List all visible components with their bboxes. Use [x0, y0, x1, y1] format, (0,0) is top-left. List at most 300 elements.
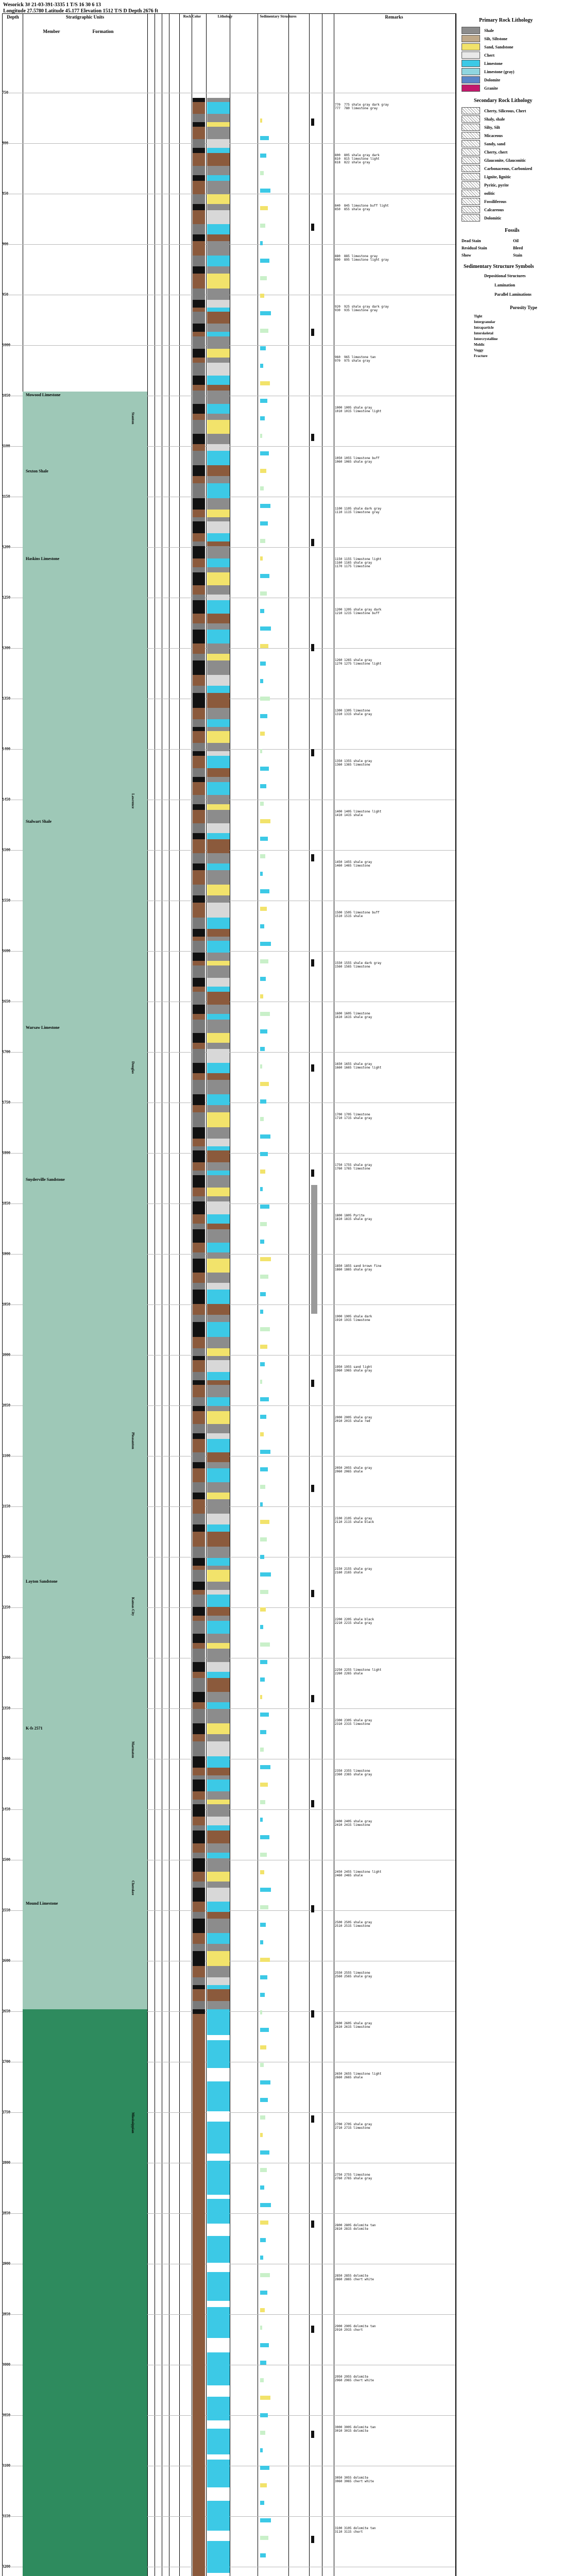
- lithology-interval: [207, 2307, 230, 2321]
- show-indicator: [260, 2518, 271, 2522]
- lithology-interval: [207, 1951, 230, 1966]
- show-indicator: [260, 2063, 264, 2067]
- rock-color-interval: [193, 1621, 205, 1634]
- rock-color-interval: [193, 2014, 205, 2026]
- lithology-interval: [207, 782, 230, 795]
- lithology-interval: [207, 1912, 230, 1919]
- rock-color-interval: [193, 2035, 205, 2040]
- rock-color-interval: [193, 623, 205, 630]
- legend-primary-item: [462, 84, 498, 92]
- lithology-interval: [207, 1756, 230, 1768]
- lithology-interval: [207, 148, 230, 153]
- rock-color-interval: [193, 2429, 205, 2433]
- porosity-indicator: [311, 959, 314, 967]
- rock-color-interval: [193, 2338, 205, 2352]
- depth-tick-label: 1750: [2, 1100, 10, 1105]
- remark-entry: 1600 1605 limestone 1610 1615 shale gray: [335, 1012, 372, 1019]
- lithology-interval: [207, 675, 230, 686]
- remark-entry: 1800 1805 Pyrite 1810 1815 shale gray: [335, 1214, 372, 1221]
- rock-color-interval: [193, 385, 205, 391]
- rock-color-interval: [193, 1229, 205, 1243]
- show-indicator: [260, 1800, 265, 1804]
- legend-swatch: [462, 52, 480, 59]
- lithology-interval: [207, 2482, 230, 2487]
- show-indicator: [260, 977, 266, 981]
- legend-porosity-item: Tight: [474, 314, 483, 318]
- rock-color-interval: [193, 719, 205, 727]
- lithology-interval: [207, 953, 230, 961]
- lithology-interval: [207, 1734, 230, 1741]
- lithology-interval: [207, 153, 230, 166]
- lithology-interval: [207, 719, 230, 727]
- lithology-interval: [207, 391, 230, 404]
- rock-color-interval: [193, 2272, 205, 2278]
- legend-label: Show: [462, 252, 471, 258]
- rock-color-interval: [193, 978, 205, 987]
- legend-label: Chert: [484, 53, 494, 58]
- depth-tick-label: 3100: [2, 2463, 10, 2468]
- lithology-interval: [207, 444, 230, 451]
- rock-color-interval: [193, 2187, 205, 2195]
- show-indicator: [260, 697, 270, 701]
- lithology-interval: [207, 1063, 230, 1073]
- lithology-interval: [207, 1094, 230, 1105]
- show-indicator: [260, 486, 264, 490]
- lithology-interval: [207, 517, 230, 521]
- col-sep: [288, 13, 289, 2576]
- depth-tick-label: 1200: [2, 545, 10, 549]
- show-indicator: [260, 1134, 270, 1139]
- depth-tick-label: 2250: [2, 1605, 10, 1609]
- lithology-interval: [207, 376, 230, 385]
- remark-entry: 2250 2255 limestone light 2260 2265 shale: [335, 1668, 382, 1675]
- lithology-interval: [207, 98, 230, 102]
- rock-color-interval: [193, 1582, 205, 1590]
- rock-color-interval: [193, 2460, 205, 2472]
- rock-color-interval: [193, 1005, 205, 1014]
- header-line-1: Wesorick 3# 21-03-391-3335 1 T/S 16 30 6 13: [3, 2, 101, 8]
- remark-entry: 2750 2755 limestone 2760 2765 shale gray: [335, 2173, 372, 2180]
- rock-color-interval: [193, 1214, 205, 1224]
- legend-secondary-item: [462, 181, 509, 189]
- rock-color-interval: [193, 863, 205, 870]
- rock-color-interval: [193, 1175, 205, 1188]
- show-indicator: [260, 889, 269, 893]
- lithology-interval: [207, 1322, 230, 1337]
- lithology-interval: [207, 1243, 230, 1252]
- lithology-interval: [207, 483, 230, 498]
- lithology-interval: [207, 2097, 230, 2111]
- remark-entry: 2550 2555 limestone 2560 2565 shale gray: [335, 1971, 372, 1978]
- legend-porosity-item: Intraparticle: [474, 325, 494, 330]
- rock-color-interval: [193, 98, 205, 102]
- lithology-interval: [207, 2472, 230, 2482]
- rock-color-interval: [193, 517, 205, 521]
- lithology-interval: [207, 336, 230, 349]
- show-indicator: [260, 1099, 266, 1104]
- lithology-interval: [207, 708, 230, 719]
- rock-color-interval: [193, 1558, 205, 1566]
- lithology-interval: [207, 941, 230, 953]
- show-indicator: [260, 994, 263, 998]
- rock-color-interval: [193, 2363, 205, 2370]
- lithology-interval: [207, 414, 230, 420]
- lithology-interval: [207, 1372, 230, 1380]
- legend-primary-title: Primary Rock Lithology: [479, 18, 533, 23]
- member-label: Mound Limestone: [26, 1901, 58, 1906]
- lithology-interval: [207, 2409, 230, 2420]
- remark-entry: 1700 1705 limestone 1710 1715 shale gray: [335, 1113, 372, 1120]
- legend-primary-item: [462, 52, 494, 59]
- show-indicator: [260, 609, 264, 613]
- rock-color-interval: [193, 266, 205, 274]
- lithology-interval: [207, 595, 230, 600]
- legend-swatch: [462, 76, 480, 83]
- legend-secondary-item: [462, 124, 500, 131]
- show-indicator: [260, 907, 267, 911]
- remark-entry: 2800 2805 dolomite tan 2810 2815 dolomite: [335, 2224, 376, 2231]
- lithology-interval: [207, 1590, 230, 1595]
- rock-color-interval: [193, 567, 205, 572]
- lithology-interval: [207, 2161, 230, 2176]
- rock-color-interval: [193, 1105, 205, 1112]
- rock-color-interval: [193, 2111, 205, 2122]
- depth-tick-label: 1600: [2, 948, 10, 953]
- lithology-interval: [207, 1662, 230, 1672]
- show-indicator: [260, 854, 265, 858]
- lithology-interval: [207, 2122, 230, 2128]
- lithology-interval: [207, 2053, 230, 2062]
- legend-fossil-item: [462, 237, 519, 244]
- lithology-interval: [207, 853, 230, 863]
- member-label: Mowood Limestone: [26, 393, 61, 397]
- legend-fossil-item: [462, 251, 522, 259]
- lithology-interval: [207, 1348, 230, 1356]
- lithology-interval: [207, 2278, 230, 2291]
- rock-color-interval: [193, 1616, 205, 1621]
- rock-color-interval: [193, 139, 205, 148]
- rock-color-interval: [193, 1532, 205, 1547]
- lithology-interval: [207, 1033, 230, 1043]
- rock-color-interval: [193, 1094, 205, 1105]
- lithology-interval: [207, 1020, 230, 1033]
- rock-color-interval: [193, 451, 205, 465]
- rock-color-interval: [193, 1433, 205, 1439]
- lithology-interval: [207, 358, 230, 363]
- lithology-interval: [207, 1252, 230, 1259]
- lithology-interval: [207, 1524, 230, 1532]
- lithology-interval: [207, 289, 230, 300]
- rock-color-interval: [193, 2128, 205, 2143]
- rock-color-interval: [193, 595, 205, 600]
- remark-entry: 2150 2155 shale gray 2160 2165 shale: [335, 1567, 372, 1574]
- remark-entry: 1550 1555 shale dark gray 1560 1565 limestone: [335, 961, 382, 969]
- rock-color-interval: [193, 1649, 205, 1662]
- rock-color-interval: [193, 1831, 205, 1843]
- lithology-interval: [207, 895, 230, 903]
- lithology-interval: [207, 630, 230, 643]
- lithology-interval: [207, 1337, 230, 1348]
- lithology-interval: [207, 2501, 230, 2511]
- show-indicator: [260, 1940, 263, 1944]
- rock-color-interval: [193, 1162, 205, 1171]
- lithology-interval: [207, 2573, 230, 2576]
- rock-color-interval: [193, 1452, 205, 1462]
- lithology-interval: [207, 1966, 230, 1977]
- lithology-interval: [207, 1672, 230, 1678]
- remark-entry: 2600 2605 shale gray 2610 2615 limestone: [335, 2022, 372, 2029]
- legend-pattern: [462, 157, 480, 164]
- rock-color-interval: [193, 2291, 205, 2301]
- legend-pattern: [462, 132, 480, 139]
- rock-color-interval: [193, 210, 205, 224]
- legend-pattern: [462, 107, 480, 114]
- depth-tick-label: 1150: [2, 494, 10, 499]
- lithology-interval: [207, 1259, 230, 1273]
- depth-tick-label: 2050: [2, 1403, 10, 1408]
- lithology-interval: [207, 937, 230, 941]
- show-indicator: [260, 959, 268, 963]
- rock-color-interval: [193, 166, 205, 175]
- show-indicator: [260, 1713, 269, 1717]
- header-line-2: Longitude 27.5780 Latitude 45.177 Elevation 1512 T/S D Depth 2676 ft: [3, 8, 158, 14]
- rock-color-interval: [193, 2511, 205, 2517]
- lithology-interval: [207, 1649, 230, 1662]
- rock-color-interval: [193, 444, 205, 451]
- porosity-indicator: [311, 644, 314, 651]
- lithology-interval: [207, 2068, 230, 2081]
- remark-entry: 2900 2905 dolomite tan 2910 2915 chert: [335, 2325, 376, 2332]
- depth-tick-label: 2150: [2, 1504, 10, 1509]
- lithology-interval: [207, 795, 230, 804]
- rock-color-interval: [193, 1360, 205, 1372]
- legend-porosity-title: Porosity Type: [510, 305, 537, 310]
- rock-color-interval: [193, 987, 205, 992]
- rock-color-interval: [193, 1033, 205, 1043]
- depth-tick-label: 2350: [2, 1706, 10, 1710]
- show-indicator: [260, 1695, 262, 1699]
- show-indicator: [260, 1572, 271, 1577]
- lithology-interval: [207, 1406, 230, 1411]
- rock-color-interval: [193, 1853, 205, 1858]
- depth-tick-label: 2800: [2, 2160, 10, 2165]
- lithology-interval: [207, 2460, 230, 2472]
- col-sep: [206, 13, 207, 2576]
- lithology-interval: [207, 122, 230, 127]
- lithology-interval: [207, 731, 230, 743]
- rock-color-interval: [193, 743, 205, 751]
- lithology-interval: [207, 521, 230, 533]
- porosity-indicator: [311, 1590, 314, 1597]
- legend-secondary-item: [462, 206, 504, 213]
- show-indicator: [260, 1555, 264, 1559]
- rock-color-interval: [193, 2307, 205, 2321]
- remark-entry: 1400 1405 limestone light 1410 1415 shale: [335, 810, 382, 817]
- lithology-interval: [207, 2562, 230, 2573]
- rock-color-interval: [193, 376, 205, 385]
- lithology-interval: [207, 1112, 230, 1127]
- show-indicator: [260, 662, 266, 666]
- show-indicator: [260, 2185, 264, 2190]
- show-indicator: [260, 679, 263, 683]
- legend-porosity-item: Intercrystalline: [474, 336, 498, 341]
- lithology-interval: [207, 1902, 230, 1912]
- depth-tick-label: 1550: [2, 898, 10, 903]
- show-indicator: [260, 1012, 270, 1016]
- formation-label: Stanton: [131, 412, 135, 425]
- lithology-interval: [207, 2321, 230, 2331]
- depth-tick-label: 2950: [2, 2312, 10, 2316]
- lithology-interval: [207, 2154, 230, 2161]
- remark-entry: 3100 3105 dolomite tan 3110 3115 chert: [335, 2527, 376, 2534]
- sed-struct-header: Sedimentary Structures: [260, 14, 297, 19]
- formation-label: Cherokee: [131, 1880, 135, 1895]
- depth-tick-label: 1250: [2, 595, 10, 600]
- rock-color-interval: [193, 483, 205, 498]
- lithology-interval: [207, 2433, 230, 2446]
- lithology-interval: [207, 839, 230, 853]
- lithology-interval: [207, 1514, 230, 1524]
- legend-secondary-item: [462, 173, 511, 180]
- show-indicator: [260, 2115, 265, 2120]
- lithology-header: Lithology: [217, 14, 233, 19]
- lithology-interval: [207, 885, 230, 895]
- show-indicator: [260, 364, 263, 368]
- porosity-indicator: [311, 749, 314, 756]
- remark-entry: 1950 1955 sand light 1960 1965 shale gray: [335, 1365, 372, 1372]
- rock-color-interval: [193, 349, 205, 358]
- show-indicator: [260, 381, 270, 385]
- rock-color-interval: [193, 585, 205, 595]
- rock-color-interval: [193, 1348, 205, 1356]
- legend-label: Limestone: [484, 61, 503, 66]
- lithology-interval: [207, 918, 230, 929]
- show-indicator: [260, 504, 270, 508]
- rock-color-interval: [193, 533, 205, 541]
- legend-label: Sandy, sand: [484, 141, 505, 146]
- rock-color-interval: [193, 2143, 205, 2154]
- lithology-interval: [207, 585, 230, 595]
- rock-color-interval: [193, 127, 205, 139]
- legend-label: Calcareous: [484, 207, 504, 212]
- rock-color-interval: [193, 572, 205, 585]
- legend-label: Stain: [513, 252, 522, 258]
- porosity-indicator: [311, 2010, 314, 2018]
- depth-tick-label: 3150: [2, 2514, 10, 2518]
- lithology-interval: [207, 308, 230, 312]
- rock-color-interval: [193, 2562, 205, 2573]
- porosity-indicator: [311, 1064, 314, 1072]
- show-indicator: [260, 2203, 271, 2207]
- rock-color-interval: [193, 1043, 205, 1049]
- show-indicator: [260, 1257, 271, 1261]
- rock-color-interval: [193, 2154, 205, 2161]
- rock-color-interval: [193, 1709, 205, 1723]
- rock-color-interval: [193, 2091, 205, 2097]
- lithology-interval: [207, 1150, 230, 1162]
- rock-color-interval: [193, 839, 205, 853]
- lithology-interval: [207, 385, 230, 391]
- lithology-interval: [207, 1462, 230, 1468]
- lithology-interval: [207, 1468, 230, 1482]
- legend-swatch: [462, 27, 480, 34]
- rock-color-interval: [193, 2454, 205, 2460]
- depth-tick-label: 3000: [2, 2362, 10, 2367]
- rock-color-interval: [193, 2040, 205, 2053]
- legend-label: Sand, Sandstone: [484, 44, 514, 49]
- rock-color-interval: [193, 1951, 205, 1966]
- lithology-interval: [207, 1831, 230, 1843]
- show-indicator: [260, 2483, 267, 2487]
- rock-color-interval: [193, 1888, 205, 1902]
- lithology-interval: [207, 1290, 230, 1304]
- remark-entry: 2500 2505 shale gray 2510 2515 limestone: [335, 1921, 372, 1928]
- show-indicator: [260, 2343, 269, 2347]
- legend-porosity-item: Interskeletal: [474, 331, 493, 335]
- show-indicator: [260, 872, 263, 876]
- lithology-interval: [207, 2176, 230, 2187]
- lithology-interval: [207, 2352, 230, 2363]
- lithology-interval: [207, 300, 230, 308]
- legend-porosity-item: Intergranular: [474, 319, 496, 324]
- show-indicator: [260, 1275, 268, 1279]
- rock-color-interval: [193, 751, 205, 756]
- rock-color-interval: [193, 2278, 205, 2291]
- remark-entry: 2050 2055 shale gray 2060 2065 shale: [335, 1466, 372, 1473]
- remark-entry: 880 885 limestone gray 890 895 limestone light gray: [335, 255, 389, 262]
- remark-entry: 1850 1855 sand brown fine 1860 1865 shale gray: [335, 1264, 382, 1272]
- rock-color-interval: [193, 2263, 205, 2272]
- show-indicator: [260, 732, 265, 736]
- lithology-interval: [207, 2420, 230, 2429]
- rock-color-interval: [193, 1989, 205, 2001]
- rock-color-interval: [193, 1800, 205, 1804]
- legend-label: Pyritic, pyrite: [484, 182, 509, 188]
- rock-color-interval: [193, 1462, 205, 1468]
- lithology-interval: [207, 2338, 230, 2352]
- porosity-indicator: [311, 1485, 314, 1492]
- rock-color-interval: [193, 2404, 205, 2409]
- rock-color-interval: [193, 465, 205, 476]
- lithology-interval: [207, 768, 230, 777]
- rock-color-interval: [193, 1356, 205, 1360]
- show-indicator: [260, 2501, 264, 2505]
- lithology-interval: [207, 1146, 230, 1150]
- show-indicator: [260, 1415, 266, 1419]
- lithology-interval: [207, 863, 230, 870]
- lithology-interval: [207, 2128, 230, 2143]
- show-indicator: [260, 2133, 263, 2137]
- lithology-interval: [207, 2331, 230, 2338]
- lithology-interval: [207, 1201, 230, 1214]
- lithology-interval: [207, 2397, 230, 2404]
- rock-color-interval: [193, 2097, 205, 2111]
- show-indicator: [260, 1432, 264, 1436]
- lithology-interval: [207, 810, 230, 823]
- lithology-interval: [207, 139, 230, 148]
- rock-color-interval: [193, 1424, 205, 1433]
- rock-color-interval: [193, 870, 205, 885]
- show-indicator: [260, 1170, 265, 1174]
- legend-label: Shale: [484, 28, 494, 33]
- rock-color-interval: [193, 941, 205, 953]
- lithology-interval: [207, 2040, 230, 2053]
- rock-color-interval: [193, 1252, 205, 1259]
- rock-color-interval: [193, 1882, 205, 1888]
- show-indicator: [260, 1485, 265, 1489]
- rock-color-interval: [193, 2409, 205, 2420]
- show-indicator: [260, 311, 271, 315]
